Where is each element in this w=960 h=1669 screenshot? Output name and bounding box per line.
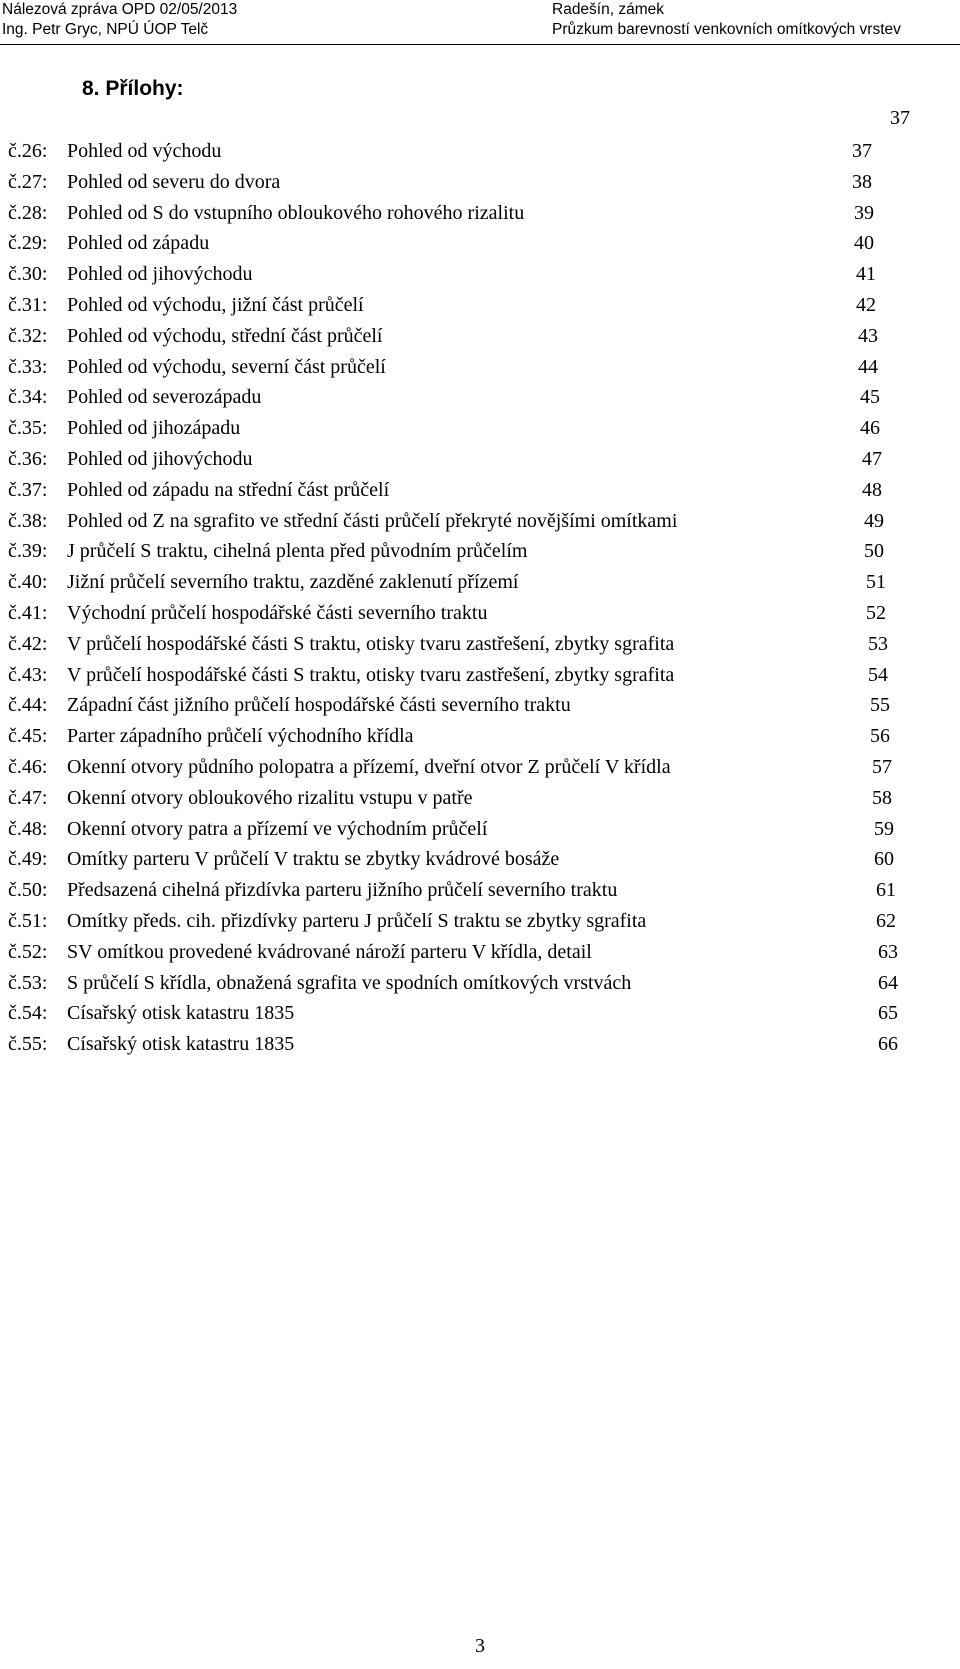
attachment-title: V průčelí hospodářské části S traktu, otisky tvaru zastřešení, zbytky sgrafita [67,663,675,686]
attachment-title: Okenní otvory patra a přízemí ve východním průčelí [67,817,488,840]
list-item [0,598,960,629]
attachment-title: Pohled od severu do dvora [67,170,281,193]
list-item [0,1029,960,1060]
attachment-title: Omítky předs. cih. přizdívky parteru J průčelí S traktu se zbytky sgrafita [67,909,647,932]
attachment-title: Parter západního průčelí východního křídla [67,725,414,748]
attachment-title: Předsazená cihelná přizdívka parteru jižního průčelí severního traktu [67,879,618,902]
attachment-number: č.39: [8,540,48,563]
page-header [0,0,960,46]
attachment-number: č.46: [8,755,48,778]
attachment-page-number: 46 [860,417,880,440]
list-item [0,937,960,968]
attachment-number: č.54: [8,1002,48,1025]
list-item [0,906,960,937]
attachment-number: č.42: [8,632,48,655]
attachment-number: č.52: [8,940,48,963]
list-item [0,167,960,198]
list-item [0,998,960,1029]
attachment-title: Pohled od východu, severní část průčelí [67,355,386,378]
list-item [0,413,960,444]
list-item [0,968,960,999]
attachment-page-number: 49 [864,509,884,532]
attachment-page-number: 59 [874,817,894,840]
header-document-id: Nálezová zpráva OPD 02/05/2013 [2,1,238,18]
attachment-title: Pohled od jihovýchodu [67,263,253,286]
attachment-page-number: 61 [876,879,896,902]
attachment-number: č.37: [8,478,48,501]
list-item [0,198,960,229]
attachment-page-number: 58 [872,786,892,809]
attachment-page-number: 60 [874,848,894,871]
attachment-number: č.41: [8,601,48,624]
attachment-page-number: 51 [866,571,886,594]
list-item [0,567,960,598]
attachment-title: Jižní průčelí severního traktu, zazděné zaklenutí přízemí [67,571,519,594]
attachment-number: č.34: [8,386,48,409]
list-item [0,690,960,721]
attachment-number: č.38: [8,509,48,532]
list-item [0,536,960,567]
list-item [0,783,960,814]
attachment-page-number: 55 [870,694,890,717]
attachment-title: SV omítkou provedené kvádrované nároží parteru V křídla, detail [67,940,592,963]
attachment-page-number: 45 [860,386,880,409]
attachment-number: č.28: [8,201,48,224]
attachment-page-number: 43 [858,324,878,347]
attachment-title: Pohled od západu [67,232,210,255]
attachment-title: Okenní otvory půdního polopatra a přízemí, dveřní otvor Z průčelí V křídla [67,755,671,778]
list-item [0,660,960,691]
list-item [0,875,960,906]
attachment-title: J průčelí S traktu, cihelná plenta před původním průčelím [67,540,528,563]
attachment-page-number: 48 [862,478,882,501]
attachment-page-number: 38 [852,170,872,193]
attachment-number: č.31: [8,293,48,316]
attachment-number: č.55: [8,1033,48,1056]
attachment-number: č.30: [8,263,48,286]
list-item [0,321,960,352]
attachment-number: č.50: [8,879,48,902]
attachment-page-number: 56 [870,725,890,748]
header-subject: Průzkum barevností venkovních omítkových vrstev [552,21,901,38]
attachment-title: Pohled od jihozápadu [67,417,241,440]
attachment-title: Pohled od jihovýchodu [67,447,253,470]
attachment-page-number: 44 [858,355,878,378]
attachment-number: č.32: [8,324,48,347]
attachment-list [0,136,960,1060]
attachment-title: Pohled od východu, jižní část průčelí [67,293,364,316]
attachment-number: č.47: [8,786,48,809]
attachment-number: č.40: [8,571,48,594]
list-item [0,629,960,660]
attachment-title: Pohled od západu na střední část průčelí [67,478,390,501]
attachment-number: č.43: [8,663,48,686]
attachment-number: č.48: [8,817,48,840]
attachment-title: Východní průčelí hospodářské části severního traktu [67,601,488,624]
attachment-number: č.53: [8,971,48,994]
attachment-title: V průčelí hospodářské části S traktu, otisky tvaru zastřešení, zbytky sgrafita [67,632,675,655]
list-item [0,475,960,506]
attachment-title: Pohled od Z na sgrafito ve střední části průčelí překryté novějšími omítkami [67,509,678,532]
attachment-page-number: 37 [852,140,872,162]
top-page-number: 37 [890,107,910,129]
list-item [0,844,960,875]
attachment-page-number: 66 [878,1033,898,1056]
attachment-number: č.36: [8,447,48,470]
attachment-page-number: 42 [856,293,876,316]
section-title: 8. Přílohy: [82,77,184,100]
attachment-page-number: 39 [854,201,874,224]
attachment-number: č.33: [8,355,48,378]
attachment-title: Západní část jižního průčelí hospodářské části severního traktu [67,694,571,717]
header-location: Radešín, zámek [552,1,664,18]
list-item [0,136,960,167]
attachment-title: Pohled od severozápadu [67,386,262,409]
attachment-page-number: 52 [866,601,886,624]
header-rule [0,44,960,45]
list-item [0,352,960,383]
attachment-number: č.51: [8,909,48,932]
list-item [0,721,960,752]
attachment-title: Okenní otvory obloukového rizalitu vstupu v patře [67,786,473,809]
header-author: Ing. Petr Gryc, NPÚ ÚOP Telč [2,21,209,38]
list-item [0,259,960,290]
list-item [0,752,960,783]
attachment-number: č.45: [8,725,48,748]
list-item [0,814,960,845]
attachment-title: Pohled od východu, střední část průčelí [67,324,383,347]
attachment-page-number: 47 [862,447,882,470]
attachment-title: Pohled od S do vstupního obloukového rohového rizalitu [67,201,525,224]
attachment-title: S průčelí S křídla, obnažená sgrafita ve spodních omítkových vrstvách [67,971,632,994]
list-item [0,506,960,537]
attachment-page-number: 63 [878,940,898,963]
attachment-title: Císařský otisk katastru 1835 [67,1002,295,1025]
attachment-title: Pohled od východu [67,140,222,162]
attachment-number: č.35: [8,417,48,440]
attachment-page-number: 62 [876,909,896,932]
list-item [0,382,960,413]
attachment-title: Omítky parteru V průčelí V traktu se zbytky kvádrové bosáže [67,848,560,871]
attachment-number: č.27: [8,170,48,193]
list-item [0,290,960,321]
attachment-number: č.29: [8,232,48,255]
footer-page-number: 3 [475,1635,485,1657]
attachment-page-number: 41 [856,263,876,286]
list-item [0,444,960,475]
attachment-title: Císařský otisk katastru 1835 [67,1033,295,1056]
attachment-page-number: 64 [878,971,898,994]
attachment-page-number: 57 [872,755,892,778]
attachment-number: č.44: [8,694,48,717]
list-item [0,228,960,259]
attachment-page-number: 54 [868,663,888,686]
attachment-page-number: 40 [854,232,874,255]
attachment-number: č.49: [8,848,48,871]
attachment-page-number: 50 [864,540,884,563]
attachment-page-number: 65 [878,1002,898,1025]
attachment-number: č.26: [8,140,48,162]
attachment-page-number: 53 [868,632,888,655]
